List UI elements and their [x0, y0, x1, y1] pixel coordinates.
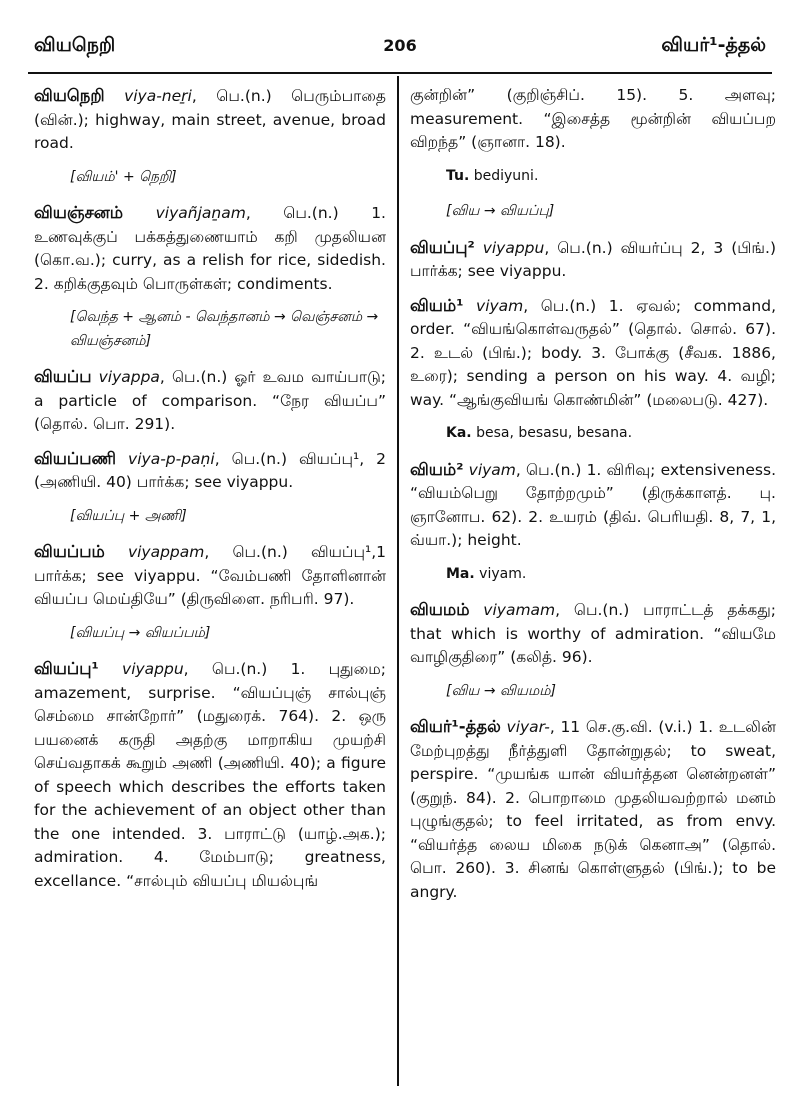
entry-definition: , பெ.(n.) 1. உணவுக்குப் பக்கத்துணையாம் கறி முதலியன (கொ.வ.); curry, as a relish for rice, sidedish. 2. கறிக்குதவும் பொருள்கள்; condiments. [34, 204, 386, 293]
entry-definition: , 11 செ.கு.வி. (v.i.) 1. உடலின் மேற்புறத்து நீர்த்துளி தோன்றுதல்; to sweat, perspire. “முயங்க யான் வியர்த்தன னென்றனள்” (குறுந். 84). 2. பொறாமை முதலியவற்றால் மனம் புழுங்குதல்; to feel irritated, as from envy. “வியர்த்த லைய மிகை நடுக் கெனாஅ” (தொல். பொ. 260). 3. சினங் கொள்ளுதல் (பிங்.); to be angry. [410, 718, 776, 901]
entry-cognate [446, 422, 776, 446]
entry-headword: வியம்¹ [410, 295, 464, 315]
entry-transliteration: viyamam [483, 601, 556, 619]
entry-etymology: [விய → வியப்பு] [446, 203, 555, 219]
entry-transliteration: viyappu [122, 660, 184, 678]
entry-definition: , பெ.(n.) பாராட்டத் தக்கது; that which is worthy of admiration. “வியமே வாழிகுதிரை” (கலித். 96). [410, 601, 776, 666]
cognate-language: Ka. [446, 425, 472, 441]
entry-cognate [446, 165, 776, 189]
entry-definition: , பெ.(n.) 1. ஏவல்; command, order. “வியங்கொள்வருதல்” (தொல். சொல். 67). 2. உடல் (பிங்.); body. 3. போக்கு (சீவக. 1886, உரை); sending a person on his way. 4. வழி; way. “ஆங்குவியங் கொண்மின்” (மலைபடு. 427). [410, 296, 776, 409]
entry-transliteration: viyappa [98, 368, 160, 386]
entry-definition: , பெ.(n.) வியப்பு¹,1 பார்க்க; see viyappu. “வேம்பணி தோளினான் வியப்ப மெய்தியே” (திருவிளை. நரிபரி. 97). [34, 543, 386, 608]
dictionary-entry [34, 201, 386, 296]
dictionary-entry [34, 365, 386, 437]
entry-transliteration: viyar- [506, 718, 550, 736]
dictionary-entry [410, 598, 776, 670]
entry-transliteration: viyam [468, 460, 516, 479]
right-column [410, 84, 776, 914]
entry-transliteration: viyañjaṉam [155, 204, 246, 222]
entry-etymology: [வியப்பு → வியப்பம்] [70, 624, 211, 641]
entry-definition: , பெ.(n.) ஓர் உவம வாய்பாடு; a particle of comparison. “நேர வியப்ப” (தொல். பொ. 291). [34, 368, 386, 433]
dictionary-entry [410, 236, 776, 284]
entry-transliteration: viyappam [127, 543, 205, 561]
entry-definition: , பெ.(n.) வியப்பு¹, 2 (அணியி. 40) பார்க்க; see viyappu. [34, 449, 386, 491]
page-number: 206 [383, 36, 417, 55]
entry-transliteration: viya-p-paṇi [128, 449, 215, 468]
cognate-language: Tu. [446, 167, 470, 184]
entry-transliteration: viya-neṟi [124, 87, 192, 105]
column-divider [397, 76, 399, 1086]
entry-etymology: [வியம்' + நெறி] [70, 168, 177, 185]
page-header [28, 34, 772, 74]
entry-etymology: [வியப்பு + அணி] [70, 507, 187, 524]
entry-headword: வியப்பம் [34, 542, 105, 561]
dictionary-entry [410, 715, 776, 904]
dictionary-entry [410, 458, 776, 553]
entry-headword: வியஞ்சனம் [34, 203, 124, 222]
dictionary-entry [410, 294, 776, 413]
entry-headword: வியப்பு¹ [34, 659, 99, 678]
entry-definition: குன்றின்” (குறிஞ்சிப். 15). 5. அளவு; measurement. “இசைத்த மூன்றின் வியப்பற விறந்த” (ஞானா. 18). [410, 86, 776, 151]
entry-transliteration: viyam [476, 296, 524, 315]
entry-definition: , பெ.(n.) வியர்ப்பு 2, 3 (பிங்.) பார்க்க; see viyappu. [410, 238, 776, 280]
entry-etymology: [வெந்த + ஆனம் - வெந்தானம் → வெஞ்சனம் → வியஞ்சனம்] [70, 309, 379, 349]
entry-definition: , பெ.(n.) 1. விரிவு; extensiveness. “வியம்பெறு தோற்றமும்” (திருக்காளத். பு. ஞானோப. 62). 2. உயரம் (திவ். பெரியதி. 8, 7, 1, வ்யா.); height. [410, 460, 776, 549]
entry-headword: வியமம் [410, 600, 470, 619]
cognate-word: besa, besasu, besana. [471, 425, 633, 441]
entry-cognate [446, 563, 776, 587]
dictionary-entry [34, 84, 386, 156]
entry-headword: வியப்பு² [410, 237, 475, 257]
entry-headword: வியம்² [410, 459, 464, 479]
entry-definition: , பெ.(n.) 1. புதுமை; amazement, surprise. “வியப்புஞ் சால்புஞ் செம்மை சான்றோர்” (மதுரைக். 764). 2. ஒரு பயனைக் கருதி அதற்கு மாறாகிய முயற்சி செய்வதாகக் கூறும் அணி (அணியி. 40); a figure of speech which describes the efforts taken for the achievement of an object other than the one intended. 3. பாராட்டு (யாழ்.அக.); admiration. 4. மேம்பாடு; greatness, excellance. “சால்பும் வியப்பு மியல்புங் [34, 660, 386, 890]
cognate-word: viyam. [474, 565, 527, 582]
entry-transliteration: viyappu [482, 238, 545, 257]
entry-headword: வியப்ப [34, 367, 92, 386]
entry-headword: வியப்பணி [34, 448, 117, 468]
cognate-word: bediyuni. [469, 167, 539, 184]
entry-definition: , பெ.(n.) பெரும்பாதை (வின்.); highway, main street, avenue, broad road. [34, 87, 386, 152]
dictionary-entry [34, 447, 386, 495]
header-left-guideword: வியநெறி [34, 34, 116, 56]
cognate-language: Ma. [446, 565, 475, 582]
entry-etymology: [விய → வியமம்] [446, 682, 556, 699]
left-column [34, 84, 386, 903]
dictionary-entry [34, 540, 386, 612]
dictionary-entry [34, 657, 386, 893]
entry-headword: வியர்¹-த்தல் [410, 717, 501, 736]
dictionary-entry [410, 84, 776, 155]
header-rule [28, 72, 772, 74]
entry-headword: வியநெறி [34, 86, 105, 105]
header-right-guideword: வியர்¹-த்தல் [661, 34, 766, 56]
